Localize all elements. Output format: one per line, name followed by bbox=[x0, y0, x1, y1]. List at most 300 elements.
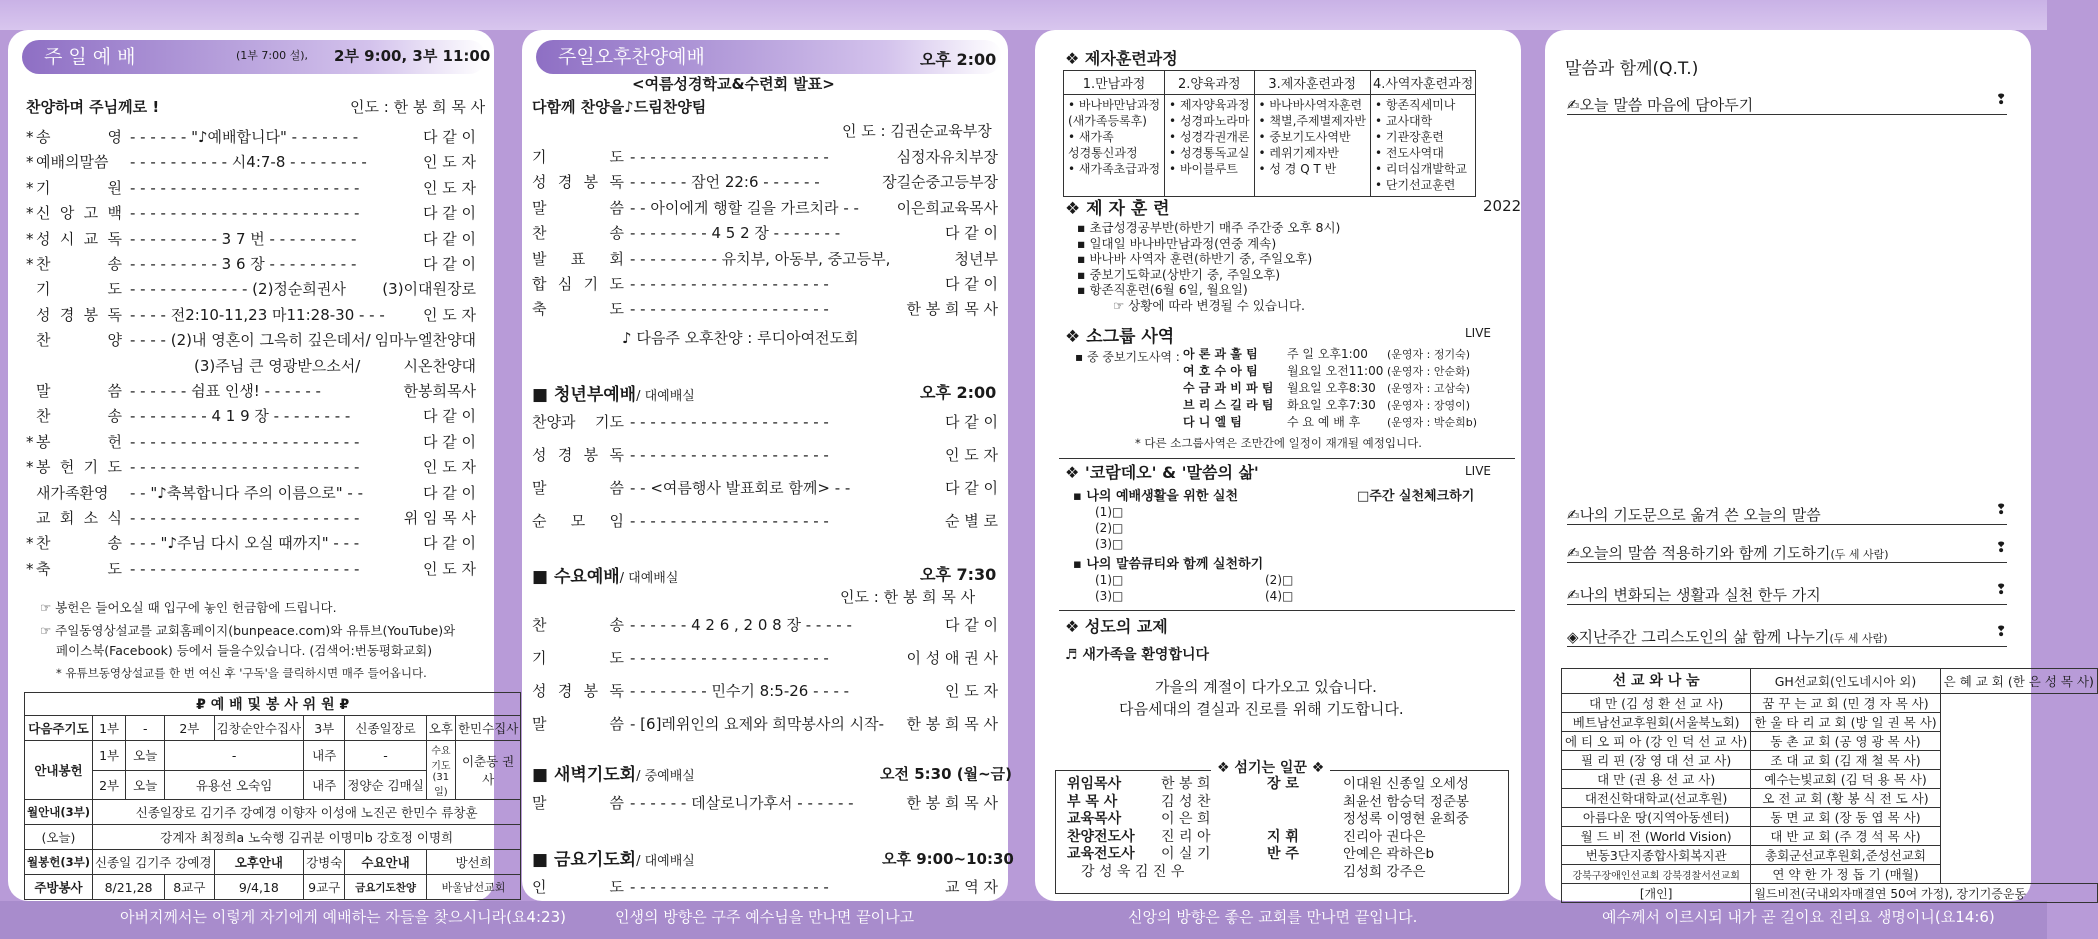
svc-cell: (오늘) bbox=[25, 825, 93, 850]
coram-item-1: ▪ 나의 예배생활을 위한 실천 bbox=[1073, 489, 1239, 504]
qt-prompt-1: ✍오늘 말씀 마음에 담아두기 bbox=[1567, 96, 1754, 114]
training-item: • 항존직세미나 bbox=[1374, 98, 1456, 112]
staff-role-mid: 장 로 bbox=[1267, 776, 1299, 792]
training-item: • 성경각권개론 bbox=[1169, 130, 1250, 144]
small-group-team: 브 리 스 길 라 팀 bbox=[1183, 398, 1274, 412]
order-label: 새가족환영 bbox=[36, 483, 109, 502]
discipleship-title: ❖ 제 자 훈 련 bbox=[1065, 199, 1170, 219]
svc-cell: 수요기도(31일) bbox=[426, 741, 455, 800]
coram1-check-2[interactable]: (2)□ bbox=[1095, 521, 1124, 535]
order-person: 인 도 자 bbox=[944, 446, 998, 464]
sunday-order-row bbox=[26, 278, 476, 300]
service-table-title: ₽ 예 배 및 봉 사 위 원 ₽ bbox=[25, 693, 521, 716]
order-person: 다 같 이 bbox=[422, 128, 476, 146]
order-person: 다 같 이 bbox=[944, 275, 998, 293]
p2.wed.rows-row bbox=[532, 614, 998, 636]
order-person: 교 역 자 bbox=[944, 878, 998, 896]
dawn-prayer-place: / 중예배실 bbox=[636, 769, 695, 784]
order-person: 다 같 이 bbox=[944, 479, 998, 497]
note-offering: ☞ 봉헌은 들어오실 때 입구에 놓인 헌금함에 드립니다. bbox=[40, 600, 337, 615]
order-label: 송 영 bbox=[36, 128, 122, 146]
order-person: 다 같 이 bbox=[422, 432, 476, 451]
mission-table bbox=[1561, 668, 2098, 903]
order-detail: - - - - - - - - - - - - - - - - - - - - bbox=[630, 300, 829, 319]
coram1-check-3[interactable]: (3)□ bbox=[1095, 537, 1124, 551]
order-detail: - - - - - - "♪예배합니다" - - - - - - - bbox=[130, 128, 359, 146]
order-person: 인 도 자 bbox=[944, 682, 998, 700]
order-person: 다 같 이 bbox=[944, 413, 998, 431]
sunday-time: 2부 9:00, 3부 11:00 bbox=[334, 47, 491, 65]
mission-item: 아름다운 땅(지역아동센터) bbox=[1562, 808, 1751, 827]
note-online-2: 페이스북(Facebook) 등에서 들을수있습니다. (검색어:번동평화교회) bbox=[56, 643, 433, 658]
staff-name: 이 실 기 bbox=[1161, 846, 1211, 862]
svc-cell: 신종일장로 bbox=[345, 716, 426, 741]
order-label: 기 도 bbox=[532, 148, 624, 166]
afternoon-worship-title-text: 주일오후찬양예배 bbox=[558, 46, 705, 68]
training-column bbox=[1370, 95, 1475, 197]
staff-role: 찬양전도사 bbox=[1067, 828, 1135, 845]
svc-monthly-offering: 월봉헌(3부) bbox=[25, 850, 93, 875]
training-item: • 전도사역대 bbox=[1374, 146, 1444, 160]
afternoon-time: 오후 2:00 bbox=[920, 50, 997, 69]
sunday-order-row bbox=[26, 202, 476, 224]
wednesday-worship-place: / 대예배실 bbox=[619, 571, 679, 586]
small-group-time: 화요일 오후7:30 bbox=[1287, 398, 1376, 412]
small-group-leader: (운영자 : 정기숙) bbox=[1387, 348, 1471, 361]
qt-prompt-5-note: (두 세 사람) bbox=[1829, 632, 1888, 645]
staff-names-right: 김성희 강주은 bbox=[1343, 863, 1426, 880]
order-detail: - - - - - - - - - - - - - - - - - - - - - - - bbox=[130, 178, 360, 197]
sunday-order-row bbox=[26, 304, 476, 326]
training-item: • 성경통독교실 bbox=[1169, 146, 1250, 160]
order-detail: - - - - - - - - - - - - - - - - - - - - - - - bbox=[130, 509, 360, 527]
order-label: 말 씀 bbox=[532, 794, 624, 812]
order-detail: - - - - - - - - 4 1 9 장 - - - - - - - - bbox=[130, 407, 351, 426]
friday-prayer-time: 오후 9:00~10:30 bbox=[882, 850, 1014, 868]
order-label: 찬 송 bbox=[36, 534, 122, 553]
order-label: 찬 송 bbox=[532, 616, 624, 634]
order-mark: * bbox=[26, 255, 34, 273]
qt-line-3 bbox=[1567, 542, 2007, 563]
discipleship-year: 2022 bbox=[1483, 197, 1522, 215]
discipleship-item: ▪ 중보기도학교(상반기 중, 주일오후) bbox=[1077, 266, 1281, 282]
mission-item: 꿈 꾸 는 교 회 (민 경 자 목 사) bbox=[1751, 694, 1940, 713]
next-week-praise: ♪ 다음주 오후찬양 : 루디아여전도회 bbox=[622, 329, 859, 347]
staff-name: 한 봉 희 bbox=[1161, 776, 1211, 792]
svc-cell: - bbox=[345, 741, 426, 771]
svc-monthly-guide: 월안내(3부) bbox=[25, 800, 93, 825]
training-head: 1.만남과정 bbox=[1064, 71, 1165, 95]
pin-icon: ❢ bbox=[1995, 582, 2007, 598]
svc-cell: 8교구 bbox=[165, 875, 214, 900]
training-item: • 바나바만남과정 bbox=[1068, 98, 1161, 112]
staff-names-right: 정성록 이영현 윤희중 bbox=[1343, 811, 1469, 827]
training-item: • 성경파노라마 bbox=[1169, 114, 1250, 128]
pin-icon: ❢ bbox=[1995, 540, 2007, 556]
training-item: • 새가족초급과정 bbox=[1068, 162, 1161, 176]
svc-cell: 금요기도찬양 bbox=[345, 875, 426, 900]
svc-cell: - bbox=[165, 741, 304, 771]
training-item: • 기관장훈련 bbox=[1374, 130, 1444, 144]
small-group-team: 다 니 엘 팀 bbox=[1183, 415, 1242, 429]
mission-item: 동 면 교 회 (장 동 엽 목 사) bbox=[1751, 808, 1940, 827]
order-person: 이 성 애 권 사 bbox=[906, 649, 998, 667]
small-group-team: 여 호 수 아 팀 bbox=[1183, 364, 1258, 378]
write-line bbox=[1567, 562, 2007, 563]
order-mark: * bbox=[26, 458, 34, 477]
order-detail: - - "♪축복합니다 주의 이름으로" - - bbox=[130, 483, 364, 502]
mission-item: 강북구장애인선교회 강북경찰서선교회 bbox=[1562, 865, 1751, 884]
coram2-check-1[interactable]: (1)□ bbox=[1095, 573, 1124, 587]
order-label: 성 경 봉 독 bbox=[532, 682, 624, 700]
p2.rows-row bbox=[532, 222, 998, 244]
svc-cell: 8/21,28 bbox=[92, 875, 164, 900]
panel-sunday-worship bbox=[8, 30, 519, 901]
svc-cell: - bbox=[126, 716, 165, 741]
order-mark: * bbox=[26, 128, 34, 146]
order-label: 말 씀 bbox=[532, 715, 624, 733]
footer-verse-1: 아버지께서는 이렇게 자기에게 예배하는 자들을 찾으시니라(요4:23) bbox=[120, 908, 566, 926]
order-detail: - - - - - - - - - - - - - - - - - - - - bbox=[630, 275, 829, 293]
order-detail: (3)주님 큰 영광받으소서/ bbox=[194, 356, 361, 375]
qt-title: 말씀과 함께(Q.T.) bbox=[1565, 59, 1699, 79]
sunday-order-row bbox=[26, 456, 476, 478]
training-item: • 단기선교훈련 bbox=[1374, 178, 1456, 192]
order-detail: - - - - - - - - - - - - - - - - - - - - bbox=[630, 512, 829, 530]
order-detail: - - - - - - - - - - - - - - - - - - - - - - - bbox=[130, 559, 360, 578]
qt-line-4 bbox=[1567, 584, 2007, 605]
small-group-note: * 다른 소그룹사역은 조만간에 일정이 재개될 예정입니다. bbox=[1135, 436, 1422, 450]
svc-cell: 2부 bbox=[165, 716, 214, 741]
training-head: 3.제자훈련과정 bbox=[1254, 71, 1370, 95]
p2.wed.rows-row bbox=[532, 647, 998, 669]
order-detail: - - - - - - 쉼표 인생! - - - - - - bbox=[130, 382, 321, 400]
mission-personal-label: [개인] bbox=[1562, 884, 1751, 903]
order-person: 장길순중고등부장 bbox=[882, 173, 998, 192]
small-group-time: 월요일 오후8:30 bbox=[1287, 381, 1376, 395]
svc-guide-offering: 안내봉헌 bbox=[25, 741, 93, 800]
order-detail: - - - - - - 데살로니가후서 - - - - - - bbox=[630, 794, 854, 812]
order-person: 다 같 이 bbox=[422, 229, 476, 248]
p2.rows-row bbox=[532, 248, 998, 270]
order-label: 성 경 봉 독 bbox=[36, 305, 122, 324]
qt-line-2 bbox=[1567, 504, 2007, 525]
order-label: 말 씀 bbox=[532, 479, 624, 497]
sunday-order-row bbox=[26, 329, 476, 351]
order-label: 순 모 임 bbox=[532, 512, 624, 530]
sunday-time-small: (1부 7:00 설), bbox=[236, 49, 309, 62]
order-detail: - - - - - - - - - 3 7 번 - - - - - - - - - bbox=[130, 229, 357, 248]
order-detail: - - - - - - - - - 유치부, 아동부, 중고등부, bbox=[630, 249, 891, 268]
friday-prayer-place: / 대예배실 bbox=[636, 854, 695, 869]
order-detail: - - - - - - - - - - - - - - - - - - - - - - - bbox=[130, 458, 360, 477]
sunday-order-row bbox=[26, 507, 476, 529]
staff-names-right: 이대원 신종일 오세성 bbox=[1343, 776, 1469, 792]
order-mark: * bbox=[26, 204, 34, 223]
mission-item: 대 반 교 회 (주 경 석 목 사) bbox=[1751, 827, 1940, 846]
wednesday-leader: 인도 : 한 봉 희 목 사 bbox=[840, 588, 976, 606]
order-label: 찬양과 기도 bbox=[532, 413, 624, 431]
training-item: • 바나바사역자훈련 bbox=[1258, 98, 1363, 112]
small-group-time: 수 요 예 배 후 bbox=[1287, 415, 1361, 429]
coram1-check-1[interactable]: (1)□ bbox=[1095, 505, 1124, 519]
write-line bbox=[1567, 646, 2007, 647]
svc-cell: 오후 bbox=[426, 716, 455, 741]
order-mark: * bbox=[26, 153, 34, 172]
training-column bbox=[1165, 95, 1254, 197]
coram2-check-3[interactable]: (3)□ bbox=[1095, 589, 1124, 603]
p2.fri-row bbox=[532, 876, 998, 898]
svc-cell: 강계자 최정희a 노숙행 김귀분 이명미b 강호정 이명희 bbox=[92, 825, 520, 850]
dawn-prayer-title-text: ■ 새벽기도회 bbox=[532, 765, 637, 785]
mission-item: 대전신학대학교(선교후원) bbox=[1562, 789, 1751, 808]
youth-worship-place: / 대예배실 bbox=[636, 389, 695, 404]
svc-cell: 1부 bbox=[92, 741, 125, 771]
order-detail: - - - - 전2:10-11,23 마11:28-30 - - - bbox=[130, 305, 385, 324]
p2.wed.rows-row bbox=[532, 713, 998, 735]
training-item: 성경통신과정 bbox=[1068, 146, 1138, 160]
svc-cell: 오후안내 bbox=[214, 850, 304, 875]
small-group-live: LIVE bbox=[1465, 326, 1492, 340]
small-group-leader: (운영자 : 고삼숙) bbox=[1387, 382, 1471, 395]
discipleship-item: ▪ 일대일 바나바만남과정(연중 계속) bbox=[1077, 235, 1277, 251]
qt-line-1 bbox=[1567, 94, 2007, 115]
order-detail: - - - - - - - - - - - - - - - - - - - - - - - bbox=[130, 432, 360, 451]
svc-cell: 오늘 bbox=[126, 770, 165, 800]
coram2-check-4[interactable]: (4)□ bbox=[1265, 589, 1294, 603]
order-detail: - - - - - - - - - - - - - - - - - - - - - - - bbox=[130, 204, 360, 223]
sunday-order-row bbox=[26, 228, 476, 250]
svc-cell: 강병숙 bbox=[304, 850, 345, 875]
divider bbox=[1059, 458, 1515, 459]
intercession-label: ▪ 중 중보기도사역 : bbox=[1075, 350, 1180, 364]
staff-name: 김 성 찬 bbox=[1161, 793, 1211, 810]
svc-cell: 1부 bbox=[92, 716, 125, 741]
svc-cell: 9교구 bbox=[304, 875, 345, 900]
mission-item: 오 전 교 회 (황 봉 식 전 도 사) bbox=[1751, 789, 1940, 808]
svc-cell: 오늘 bbox=[126, 741, 165, 771]
training-item: • 책별,주제별제자반 bbox=[1258, 114, 1366, 128]
staff-role: 부 목 사 bbox=[1067, 793, 1118, 810]
dawn-prayer-time: 오전 5:30 (월~금) bbox=[880, 765, 1012, 783]
coram2-check-2[interactable]: (2)□ bbox=[1265, 573, 1294, 587]
sunday-order-row bbox=[26, 532, 476, 554]
svc-kitchen: 주방봉사 bbox=[25, 875, 93, 900]
order-detail: - - - - - - - - - - - - - - - - - - - - bbox=[630, 878, 829, 896]
pin-icon: ❢ bbox=[1995, 502, 2007, 518]
order-person: (3)이대원장로 bbox=[382, 280, 476, 299]
order-label: 인 도 bbox=[532, 878, 624, 896]
discipleship-item: ☞ 상황에 따라 변경될 수 있습니다. bbox=[1113, 297, 1306, 313]
order-person: 인 도 자 bbox=[422, 559, 476, 578]
p2.rows-row bbox=[532, 171, 998, 193]
mission-item: 베트남선교후원회(서울북노회) bbox=[1562, 713, 1751, 732]
order-label: 기 도 bbox=[532, 649, 624, 667]
p2.youth.rows-row bbox=[532, 411, 998, 433]
order-label: 기 도 bbox=[36, 280, 122, 299]
write-line bbox=[1567, 114, 2007, 115]
svc-cell: 한민수집사 bbox=[455, 716, 520, 741]
order-label: 기 원 bbox=[36, 178, 122, 197]
staff-title: ❖ 섬기는 일꾼 ❖ bbox=[1211, 757, 1330, 779]
svc-cell: 김창순안수집사 bbox=[214, 716, 304, 741]
training-head: 4.사역자훈련과정 bbox=[1370, 71, 1475, 95]
training-column bbox=[1254, 95, 1370, 197]
small-group-time: 주 일 오후1:00 bbox=[1287, 347, 1368, 361]
order-detail: - - - - - - 4 2 6 , 2 0 8 장 - - - - - bbox=[630, 616, 852, 634]
panel-discipleship bbox=[1035, 30, 1521, 901]
order-person: 인 도 자 bbox=[422, 153, 476, 172]
order-label: 교 회 소 식 bbox=[36, 509, 122, 527]
top-band bbox=[0, 0, 2047, 30]
order-detail: - - - - - - - - - - 시4:7-8 - - - - - - - - bbox=[130, 153, 367, 172]
order-person: 다 같 이 bbox=[422, 407, 476, 426]
mission-item: 조 대 교 회 (김 재 철 목 사) bbox=[1751, 751, 1940, 770]
dawn-prayer-title bbox=[532, 760, 695, 785]
training-item: • 중보기도사역반 bbox=[1258, 130, 1351, 144]
qt-line-5 bbox=[1567, 626, 2007, 647]
staff-names-right: 안예은 곽하은b bbox=[1343, 846, 1435, 862]
svc-cell: 수요안내 bbox=[345, 850, 426, 875]
small-group-team: 아 론 과 훌 팀 bbox=[1183, 347, 1258, 361]
small-group-title: ❖ 소그룹 사역 bbox=[1065, 327, 1175, 347]
friday-prayer-title-text: ■ 금요기도회 bbox=[532, 850, 637, 870]
fellowship-line-2: 다음세대의 결실과 진로를 위해 기도합니다. bbox=[1119, 700, 1404, 718]
sunday-order-row bbox=[26, 405, 476, 427]
sunday-order-row bbox=[26, 380, 476, 402]
mission-item: 대 만 (김 성 환 선 교 사) bbox=[1562, 694, 1751, 713]
mission-item: 필 리 핀 (장 영 대 선 교 사) bbox=[1562, 751, 1751, 770]
panel-qt bbox=[1545, 30, 2094, 901]
friday-prayer-title bbox=[532, 845, 695, 870]
mission-item: 월 드 비 전 (World Vision) bbox=[1562, 827, 1751, 846]
p2.rows-row bbox=[532, 146, 998, 168]
p2.wed.rows-row bbox=[532, 680, 998, 702]
svc-cell: 바울남선교회 bbox=[426, 875, 521, 900]
order-mark: * bbox=[26, 432, 34, 451]
order-person: 이은희교육목사 bbox=[896, 198, 998, 217]
training-item: • 바이블루트 bbox=[1169, 162, 1238, 176]
mission-item: 예수는빛교회 (김 덕 용 목 사) bbox=[1751, 770, 1940, 789]
staff-role-mid: 반 주 bbox=[1267, 846, 1299, 862]
note-youtube: * 유튜브동영상설교를 한 번 여신 후 '구독'을 클릭하시면 매주 들어옵니다. bbox=[56, 666, 427, 680]
order-person: 한 봉 희 목 사 bbox=[906, 715, 998, 733]
training-item: • 성 경 Q T 반 bbox=[1258, 162, 1337, 176]
order-label: 발 표 회 bbox=[532, 249, 624, 268]
order-detail: - - - - (2)내 영혼이 그윽히 깊은데서/ bbox=[130, 331, 371, 350]
p2.dawn-row bbox=[532, 792, 998, 814]
order-detail: - - - "♪주님 다시 오실 때까지" - - - bbox=[130, 534, 360, 553]
sunday-intro: 찬양하며 주님께로 ! bbox=[26, 98, 160, 116]
wednesday-worship-title bbox=[532, 562, 678, 587]
pin-icon: ❢ bbox=[1995, 92, 2007, 108]
order-person: 다 같 이 bbox=[422, 204, 476, 223]
small-group-time: 월요일 오전11:00 bbox=[1287, 364, 1384, 378]
order-person: 다 같 이 bbox=[944, 224, 998, 243]
mission-item: 은 혜 교 회 (한 은 성 목 사) bbox=[1940, 669, 2097, 694]
coram-item-2: ▪ 나의 말씀큐티와 함께 실천하기 bbox=[1073, 557, 1264, 572]
training-item: • 리더십개발학교 bbox=[1374, 162, 1467, 176]
small-group-team: 수 금 과 비 파 팀 bbox=[1183, 381, 1274, 395]
order-mark: * bbox=[26, 229, 34, 248]
mission-item: 연 약 한 가 정 돕 기 (매월) bbox=[1751, 865, 1940, 884]
training-item: (새가족등록후) bbox=[1068, 114, 1147, 128]
order-label: 성 시 교 독 bbox=[36, 229, 122, 248]
order-detail: - - - - - - - - 4 5 2 장 - - - - - - - bbox=[630, 224, 841, 243]
order-person: 시온찬양대 bbox=[403, 356, 476, 375]
order-person: 한 봉 희 목 사 bbox=[906, 300, 998, 319]
order-label: 찬 송 bbox=[36, 255, 122, 273]
training-course-title: ❖ 제자훈련과정 bbox=[1065, 49, 1178, 68]
mission-item: 총회군선교후원회,준성선교회 bbox=[1751, 846, 1940, 865]
discipleship-item: ▪ 바나바 사역자 훈련(하반기 중, 주일오후) bbox=[1077, 251, 1313, 266]
pin-icon: ❢ bbox=[1995, 624, 2007, 640]
divider bbox=[1059, 610, 1515, 611]
svc-cell: 정양순 김매실 bbox=[345, 770, 426, 800]
small-group-leader: (운영자 : 장영이) bbox=[1387, 399, 1471, 412]
order-mark: * bbox=[26, 559, 34, 578]
mission-personal: 월드비전(국내외자매결연 50여 가정), 장기기증운동 bbox=[1751, 884, 2098, 903]
p2.rows-row bbox=[532, 273, 998, 295]
order-label: 성 경 봉 독 bbox=[532, 173, 624, 192]
sunday-order-row bbox=[26, 253, 476, 275]
order-label: 신 앙 고 백 bbox=[36, 204, 122, 223]
svc-cell: 내주 bbox=[304, 770, 345, 800]
svc-cell: 9/4,18 bbox=[214, 875, 304, 900]
order-label: 봉 헌 bbox=[36, 432, 122, 451]
afternoon-subtitle: <여름성경학교&수련회 발표> bbox=[632, 75, 835, 93]
youth-worship-title-text: ■ 청년부예배 bbox=[532, 385, 637, 405]
staff-role: 위임목사 bbox=[1067, 776, 1122, 792]
order-mark: * bbox=[26, 178, 34, 197]
staff-name: 진 리 아 bbox=[1161, 828, 1211, 845]
youth-worship-time: 오후 2:00 bbox=[920, 383, 997, 402]
staff-name: 강 성 욱 김 진 우 bbox=[1081, 863, 1185, 880]
order-detail: - - - - - - 잠언 22:6 - - - - - - bbox=[630, 173, 820, 192]
staff-names-right: 진리아 권다은 bbox=[1343, 828, 1426, 845]
svc-next-prayer: 다음주기도 bbox=[25, 716, 93, 741]
write-line bbox=[1567, 524, 2007, 525]
sunday-leader: 인도 : 한 봉 희 목 사 bbox=[350, 98, 486, 116]
sunday-order-row bbox=[26, 482, 476, 504]
order-label: 합 심 기 도 bbox=[532, 275, 624, 293]
svc-cell: 2부 bbox=[92, 770, 125, 800]
welcome-newcomers: ♬ 새가족을 환영합니다 bbox=[1065, 647, 1210, 663]
order-label: 찬 송 bbox=[36, 407, 122, 426]
svc-cell: 3부 bbox=[304, 716, 345, 741]
coram-live: LIVE bbox=[1465, 464, 1492, 478]
svc-cell: 내주 bbox=[304, 741, 345, 771]
order-label: 찬 송 bbox=[532, 224, 624, 243]
svc-cell: 유용선 오숙임 bbox=[165, 770, 304, 800]
p2.rows-row bbox=[532, 197, 998, 219]
training-column bbox=[1064, 95, 1165, 197]
p2.rows-row bbox=[532, 298, 998, 320]
staff-name: 이 은 희 bbox=[1161, 811, 1211, 827]
afternoon-intro: 다함께 찬양을♪드림찬양팀 bbox=[532, 98, 707, 116]
wednesday-worship-time: 오후 7:30 bbox=[920, 565, 997, 584]
order-person: 인 도 자 bbox=[422, 458, 476, 477]
afternoon-leader: 인 도 : 김권순교육부장 bbox=[842, 122, 992, 140]
p2.youth.rows-row bbox=[532, 444, 998, 466]
order-person: 순 별 로 bbox=[944, 512, 998, 530]
p2.youth.rows-row bbox=[532, 477, 998, 499]
mission-item: 에 티 오 피 아 (강 인 덕 선 교 사) bbox=[1562, 732, 1751, 751]
order-detail: - - - - - - - - - - - - - - - - - - - - bbox=[630, 148, 829, 166]
training-item: • 교사대학 bbox=[1374, 114, 1433, 128]
discipleship-item: ▪ 초급성경공부반(하반기 매주 주간중 오후 8시) bbox=[1077, 220, 1341, 235]
write-line bbox=[1567, 604, 2007, 605]
